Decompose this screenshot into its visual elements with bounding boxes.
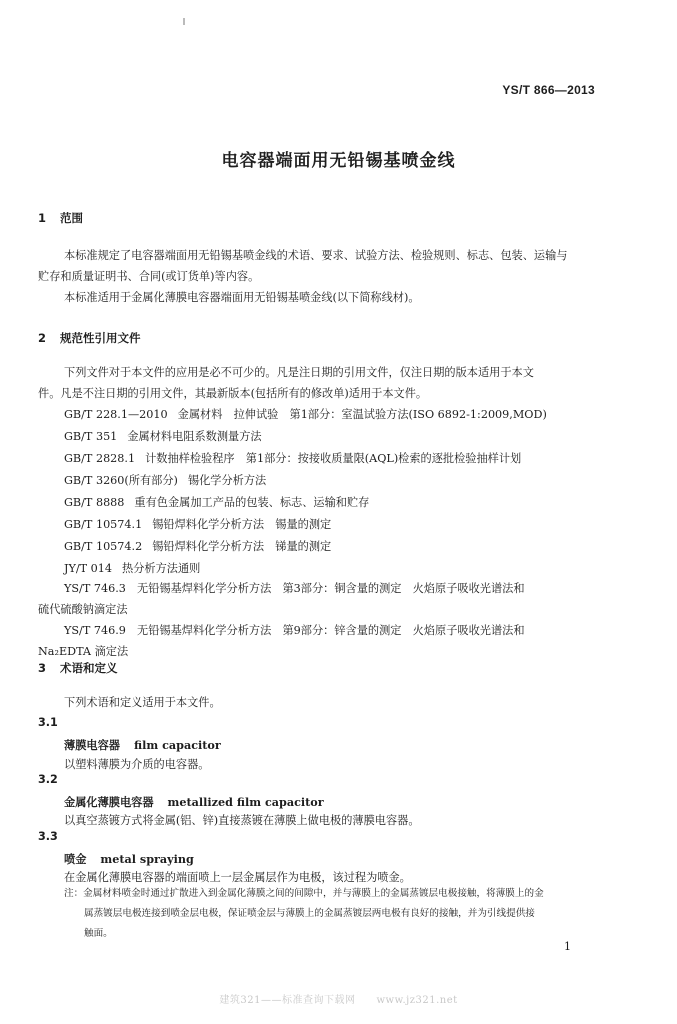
reference-item: GB/T 2828.1 计数抽样检验程序 第1部分：按接收质量限(AQL)检索的逐批检验抽样计划 xyxy=(64,452,522,465)
term-number: 3.2 xyxy=(38,773,58,786)
reference-item-wrapped xyxy=(38,578,602,620)
section-2-heading xyxy=(38,330,141,346)
text-line: 注：金属材料喷金时通过扩散进入到金属化薄膜之间的间隙中，并与薄膜上的金属蒸镀层电极接触，将薄膜上的金 xyxy=(64,888,544,899)
term-definition: 在金属化薄膜电容器的端面喷上一层金属层作为电极，该过程为喷金。 xyxy=(64,871,411,884)
reference-item: GB/T 351 金属材料电阻系数测量方法 xyxy=(64,430,262,443)
term-number: 3.1 xyxy=(38,716,58,729)
text-line: 硫代硫酸钠滴定法 xyxy=(38,603,128,616)
term-name-english: film capacitor xyxy=(133,738,221,752)
text-line: 本标准规定了电容器端面用无铅锡基喷金线的术语、要求、试验方法、检验规则、标志、包装、运输与 xyxy=(64,249,568,262)
reference-item: JY/T 014 热分析方法通则 xyxy=(64,562,201,575)
text-line: 触面。 xyxy=(84,928,113,939)
footer-watermark: 建筑321——标准查询下载网 www.jz321.net xyxy=(219,995,458,1006)
term-name-english: metal spraying xyxy=(100,852,194,866)
reference-item: GB/T 8888 重有色金属加工产品的包装、标志、运输和贮存 xyxy=(64,496,370,509)
term-number: 3.3 xyxy=(38,830,58,843)
reference-item: GB/T 228.1—2010 金属材料 拉伸试验 第1部分：室温试验方法(ISO 6892-1:2009,MOD) xyxy=(64,408,547,421)
section-title: 规范性引用文件 xyxy=(60,331,141,345)
scope-paragraph-1 xyxy=(38,245,602,287)
terms-intro xyxy=(38,692,602,713)
page-number: 1 xyxy=(564,940,571,953)
term-name: 金属化薄膜电容器 metallized film capacitor xyxy=(64,795,324,809)
references-intro xyxy=(38,362,602,404)
text-line: 下列文件对于本文件的应用是必不可少的。凡是注日期的引用文件，仅注日期的版本适用于本文 xyxy=(64,366,534,379)
term-definition: 以塑料薄膜为介质的电容器。 xyxy=(64,758,210,771)
text-line: 贮存和质量证明书、合同(或订货单)等内容。 xyxy=(38,270,260,283)
section-number: 3 xyxy=(38,661,47,675)
text-line: 件。凡是不注日期的引用文件，其最新版本(包括所有的修改单)适用于本文件。 xyxy=(38,387,428,400)
term-name: 薄膜电容器 film capacitor xyxy=(64,738,221,752)
text-line: 下列术语和定义适用于本文件。 xyxy=(64,696,221,709)
reference-item: GB/T 10574.1 锡铅焊料化学分析方法 锡量的测定 xyxy=(64,518,332,531)
term-name: 喷金 metal spraying xyxy=(64,852,194,866)
reference-item: GB/T 3260(所有部分) 锡化学分析方法 xyxy=(64,474,267,487)
text-line: YS/T 746.9 无铅锡基焊料化学分析方法 第9部分：锌含量的测定 火焰原子吸收光谱法和 xyxy=(64,624,525,637)
section-number: 1 xyxy=(38,211,47,225)
text-line: YS/T 746.3 无铅锡基焊料化学分析方法 第3部分：铜含量的测定 火焰原子吸收光谱法和 xyxy=(64,582,525,595)
section-3-heading xyxy=(38,660,118,676)
scan-mark xyxy=(183,18,185,25)
term-note xyxy=(64,884,604,944)
document-title: 电容器端面用无铅锡基喷金线 xyxy=(221,151,456,171)
section-number: 2 xyxy=(38,331,47,345)
scope-paragraph-2 xyxy=(38,287,602,308)
text-line: 本标准适用于金属化薄膜电容器端面用无铅锡基喷金线(以下简称线材)。 xyxy=(64,291,420,304)
reference-item: GB/T 10574.2 锡铅焊料化学分析方法 锑量的测定 xyxy=(64,540,332,553)
term-name-english: metallized film capacitor xyxy=(167,795,324,809)
text-line: 属蒸镀层电极连接到喷金层电极，保证喷金层与薄膜上的金属蒸镀层两电极有良好的接触，并为引线提供接 xyxy=(84,908,535,919)
section-1-heading xyxy=(38,210,83,226)
section-title: 术语和定义 xyxy=(60,661,118,675)
section-title: 范围 xyxy=(60,211,83,225)
reference-item-wrapped xyxy=(38,620,602,662)
term-definition: 以真空蒸镀方式将金属(铝、锌)直接蒸镀在薄膜上做电极的薄膜电容器。 xyxy=(64,814,420,827)
text-line: Na₂EDTA 滴定法 xyxy=(38,645,129,658)
standard-code: YS/T 866—2013 xyxy=(502,83,595,97)
